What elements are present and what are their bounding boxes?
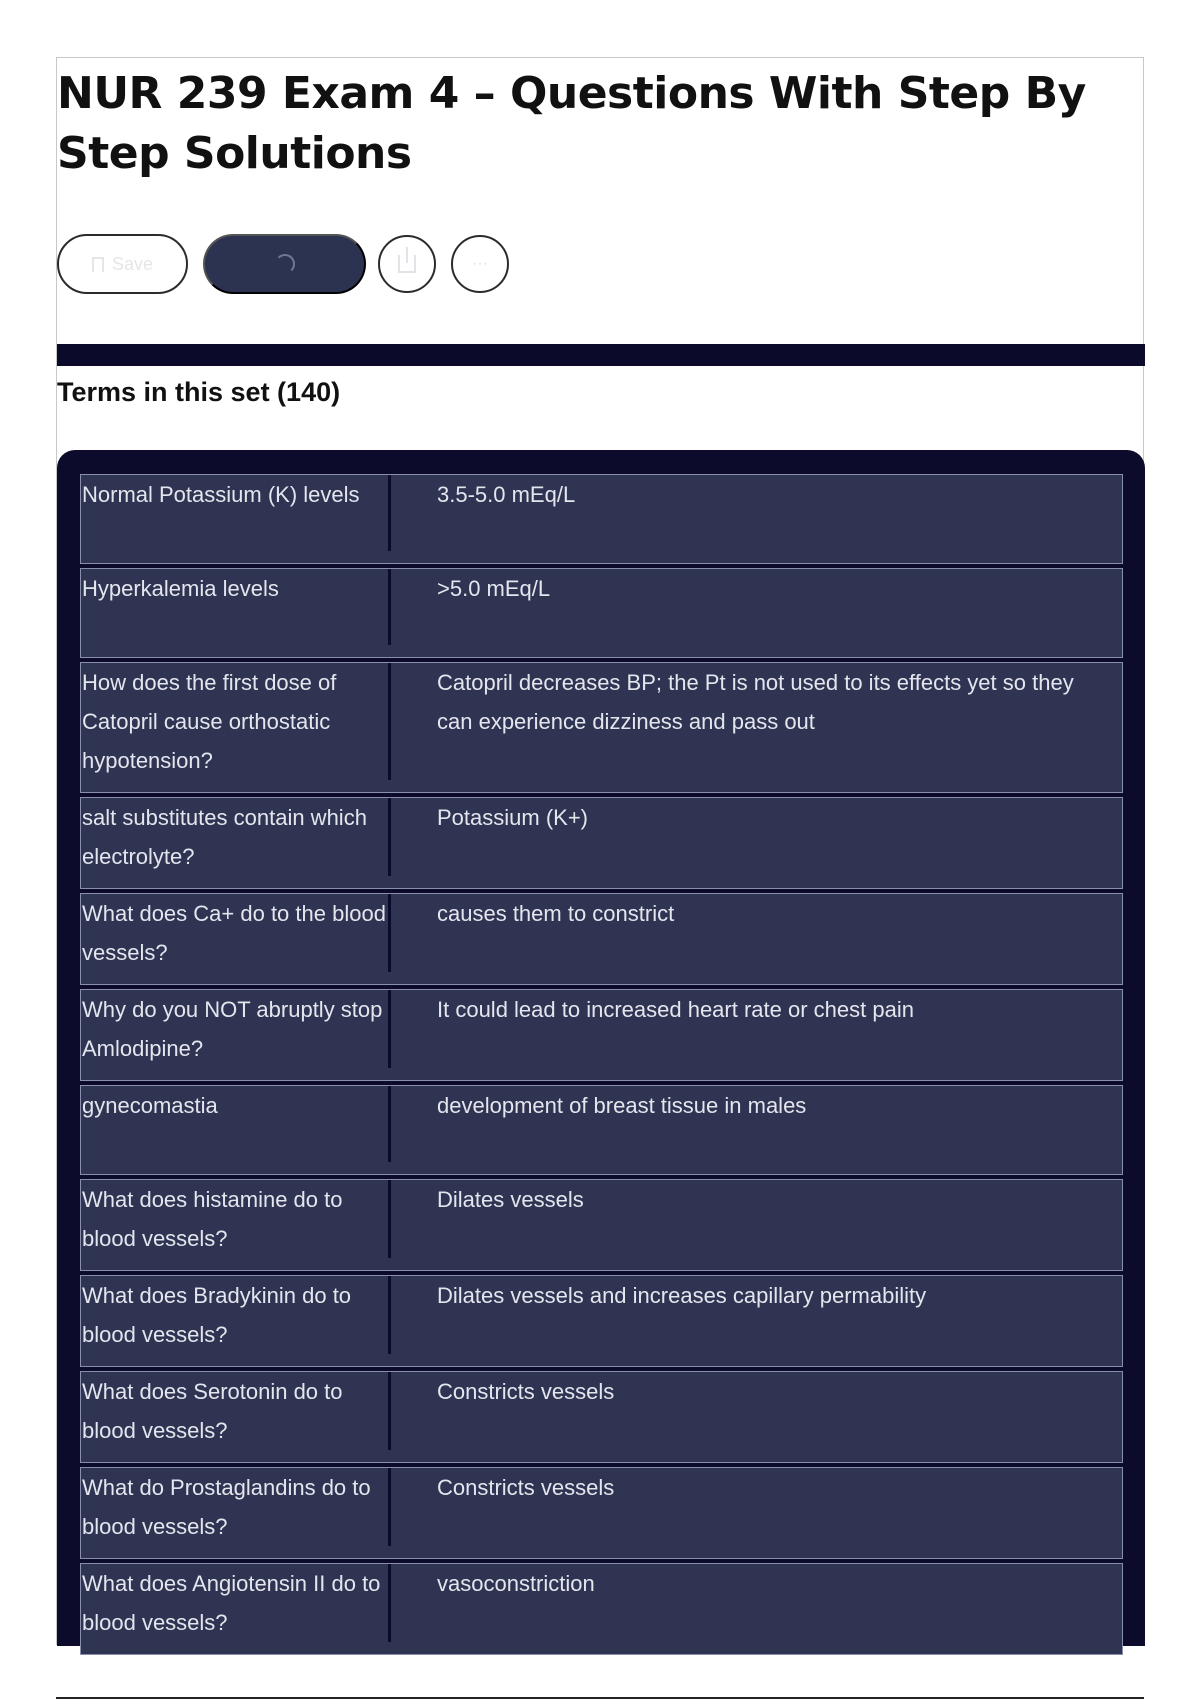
study-set-page [56, 57, 1144, 1645]
definition-text: Potassium (K+) [437, 805, 588, 830]
definition-text: It could lead to increased heart rate or chest pain [437, 997, 914, 1022]
save-button[interactable] [57, 234, 188, 294]
term-text: How does the first dose of Catopril cause orthostatic hypotension? [81, 663, 391, 780]
definition-text: Constricts vessels [437, 1475, 615, 1500]
term-row-content [81, 1086, 1122, 1174]
page-bottom-rule [56, 1697, 1144, 1699]
term-row[interactable] [80, 1563, 1123, 1655]
term-row-content [81, 1564, 1122, 1654]
definition-text: Catopril decreases BP; the Pt is not used to its effects yet so they can experience dizziness and pass out [437, 670, 1074, 734]
term-text: Hyperkalemia levels [81, 569, 391, 645]
term-text: What do Prostaglandins do to blood vessels? [81, 1468, 391, 1546]
share-icon [398, 255, 416, 273]
term-text: salt substitutes contain which electrolyte? [81, 798, 391, 876]
definition-text: vasoconstriction [437, 1571, 595, 1596]
terms-card [57, 450, 1145, 1646]
share-button[interactable] [378, 235, 436, 293]
study-button[interactable] [203, 234, 366, 294]
term-text: What does Ca+ do to the blood vessels? [81, 894, 391, 972]
term-row[interactable] [80, 1467, 1123, 1559]
term-row[interactable] [80, 1179, 1123, 1271]
term-row[interactable] [80, 1371, 1123, 1463]
term-row[interactable] [80, 893, 1123, 985]
term-row-content [81, 1468, 1122, 1558]
term-text: Why do you NOT abruptly stop Amlodipine? [81, 990, 391, 1068]
page-title: NUR 239 Exam 4 – Questions With Step By Step Solutions [57, 68, 1086, 179]
term-row[interactable] [80, 568, 1123, 658]
term-row-content [81, 1276, 1122, 1366]
term-row-content [81, 663, 1122, 792]
term-row-content [81, 1180, 1122, 1270]
term-row-content [81, 569, 1122, 657]
section-divider [57, 344, 1145, 366]
save-label: Save [111, 253, 154, 274]
term-row[interactable] [80, 474, 1123, 564]
term-row-content [81, 798, 1122, 888]
term-text: What does Angiotensin II do to blood vessels? [81, 1564, 391, 1642]
more-options-button[interactable] [451, 235, 509, 293]
toolbar [57, 234, 657, 294]
definition-text: causes them to constrict [437, 901, 675, 926]
loading-spinner-icon [275, 254, 295, 274]
definition-text: 3.5-5.0 mEq/L [437, 482, 576, 507]
more-icon: ··· [472, 255, 488, 272]
definition-text: development of breast tissue in males [437, 1093, 807, 1118]
term-row-content [81, 1372, 1122, 1462]
bookmark-icon [92, 257, 104, 272]
term-row[interactable] [80, 989, 1123, 1081]
term-row[interactable] [80, 1085, 1123, 1175]
term-text: Normal Potassium (K) levels [81, 475, 391, 551]
terms-count-heading: Terms in this set (140) [57, 377, 341, 407]
terms-table [80, 474, 1123, 1659]
definition-text: >5.0 mEq/L [437, 576, 551, 601]
term-row[interactable] [80, 662, 1123, 793]
term-text: gynecomastia [81, 1086, 391, 1162]
term-row-content [81, 894, 1122, 984]
term-text: What does histamine do to blood vessels? [81, 1180, 391, 1258]
term-row[interactable] [80, 1275, 1123, 1367]
definition-text: Constricts vessels [437, 1379, 615, 1404]
definition-text: Dilates vessels and increases capillary permability [437, 1283, 927, 1308]
term-text: What does Serotonin do to blood vessels? [81, 1372, 391, 1450]
term-row-content [81, 475, 1122, 563]
term-row-content [81, 990, 1122, 1080]
term-row[interactable] [80, 797, 1123, 889]
term-text: What does Bradykinin do to blood vessels? [81, 1276, 391, 1354]
definition-text: Dilates vessels [437, 1187, 584, 1212]
